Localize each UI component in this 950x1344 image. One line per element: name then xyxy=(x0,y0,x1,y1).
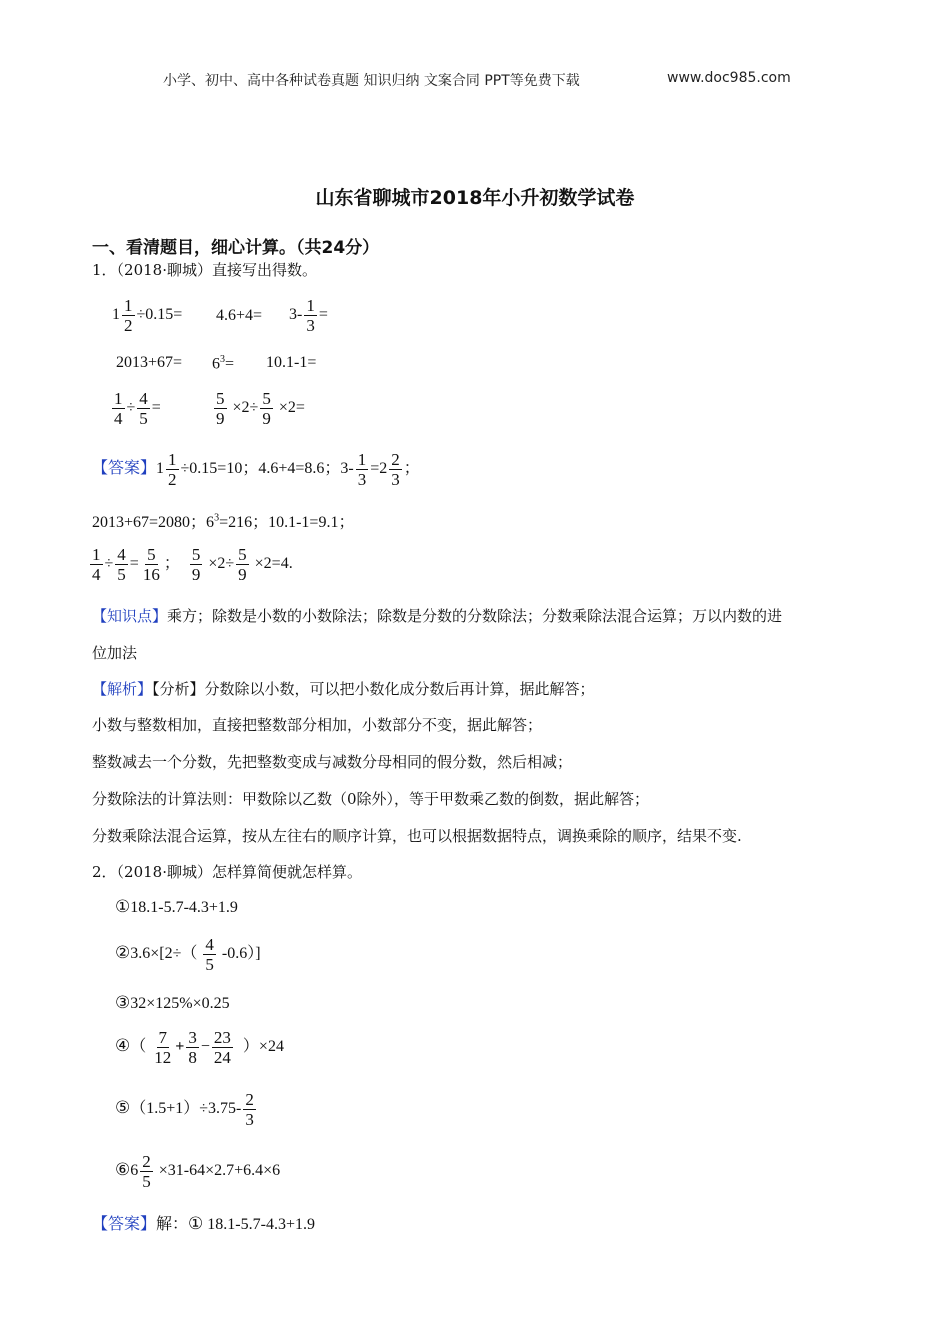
q2-item-4: ④（ $\frac{7}{12}$ + $\frac{3}{8}$ − $\frac{23}{24}$ ）×24 xyxy=(115,1028,284,1067)
q1-row-2-c: 10.1-1= xyxy=(266,354,317,371)
question-2-prompt: 2．（2018·聊城）怎样算简便就怎样算。 xyxy=(92,863,362,881)
analysis-line-2: 小数与整数相加，直接把整数部分相加，小数部分不变，据此解答； xyxy=(92,716,543,734)
q2-item-6: ⑥6 $\frac{2}{5}$ ×31-64×2.7+6.4×6 xyxy=(115,1152,281,1191)
q2-item-2: ②3.6×[2÷（ $\frac{4}{5}$ -0.6）] xyxy=(115,935,261,974)
analysis-line-1: 【解析】【分析】分数除以小数，可以把小数化成分数后再计算，据此解答； xyxy=(92,680,595,698)
answer-1-line-1: 【答案】1 $\frac{1}{2}$ ÷0.15=10；4.6+4=8.6；3- $\frac{1}{3}$ =2 $\frac{2}{3}$ ； xyxy=(92,450,420,489)
q1-row-2-a: 2013+67= xyxy=(116,354,183,371)
q2-item-1: ①18.1-5.7-4.3+1.9 xyxy=(115,897,238,917)
knowledge-points-cont: 位加法 xyxy=(92,644,138,662)
header-site-link[interactable]: www.doc985.com xyxy=(667,70,791,86)
q1-expr-b: 4.6+4= xyxy=(216,307,263,324)
q1-expr-c: 3- $\frac{1}{3}$ = xyxy=(289,296,328,335)
q1-row-3-a: $\frac{1}{4}$ ÷ $\frac{4}{5}$ = xyxy=(114,389,161,428)
header-text: 小学、初中、高中各种试卷真题 知识归纳 文案合同 PPT等免费下载 xyxy=(163,73,580,89)
q1-row-2-b: $6^3=$ xyxy=(212,354,235,373)
answer-1-line-2: 2013+67=2080；$6^3=216$；10.1-1=9.1； xyxy=(92,512,355,531)
section-heading: 一、看清题目，细心计算。（共24分） xyxy=(92,238,380,258)
question-1-prompt: 1．（2018·聊城）直接写出得数。 xyxy=(92,261,317,279)
page-title: 山东省聊城市2018年小升初数学试卷 xyxy=(315,187,635,209)
analysis-line-5: 分数乘除法混合运算，按从左往右的顺序计算，也可以根据数据特点，调换乘除的顺序，结果不变. xyxy=(92,827,742,845)
q2-item-3: ③32×125%×0.25 xyxy=(115,993,230,1013)
answer-2-line-1: 【答案】解：① 18.1-5.7-4.3+1.9 xyxy=(92,1214,315,1234)
analysis-line-3: 整数减去一个分数，先把整数变成与减数分母相同的假分数，然后相减； xyxy=(92,753,573,771)
q1-row-3-b: $\frac{5}{9}$ ×2÷ $\frac{5}{9}$ ×2= xyxy=(216,389,305,428)
q1-row-1: 1 $\frac{1}{2}$ ÷0.15= xyxy=(112,296,183,335)
answer-1-line-3: $\frac{1}{4}$ ÷ $\frac{4}{5}$ = $\frac{5}{16}$ ； $\frac{5}{9}$ ×2÷ $\frac{5}{9}$ ×2=4. xyxy=(92,545,293,584)
q2-item-5: ⑤（1.5+1）÷3.75- $\frac{2}{3}$ xyxy=(115,1090,254,1129)
analysis-line-4: 分数除法的计算法则：甲数除以乙数（0除外），等于甲数乘乙数的倒数，据此解答； xyxy=(92,790,650,808)
knowledge-points: 【知识点】乘方；除数是小数的小数除法；除数是分数的分数除法；分数乘除法混合运算；万以内数的进 xyxy=(92,607,783,625)
